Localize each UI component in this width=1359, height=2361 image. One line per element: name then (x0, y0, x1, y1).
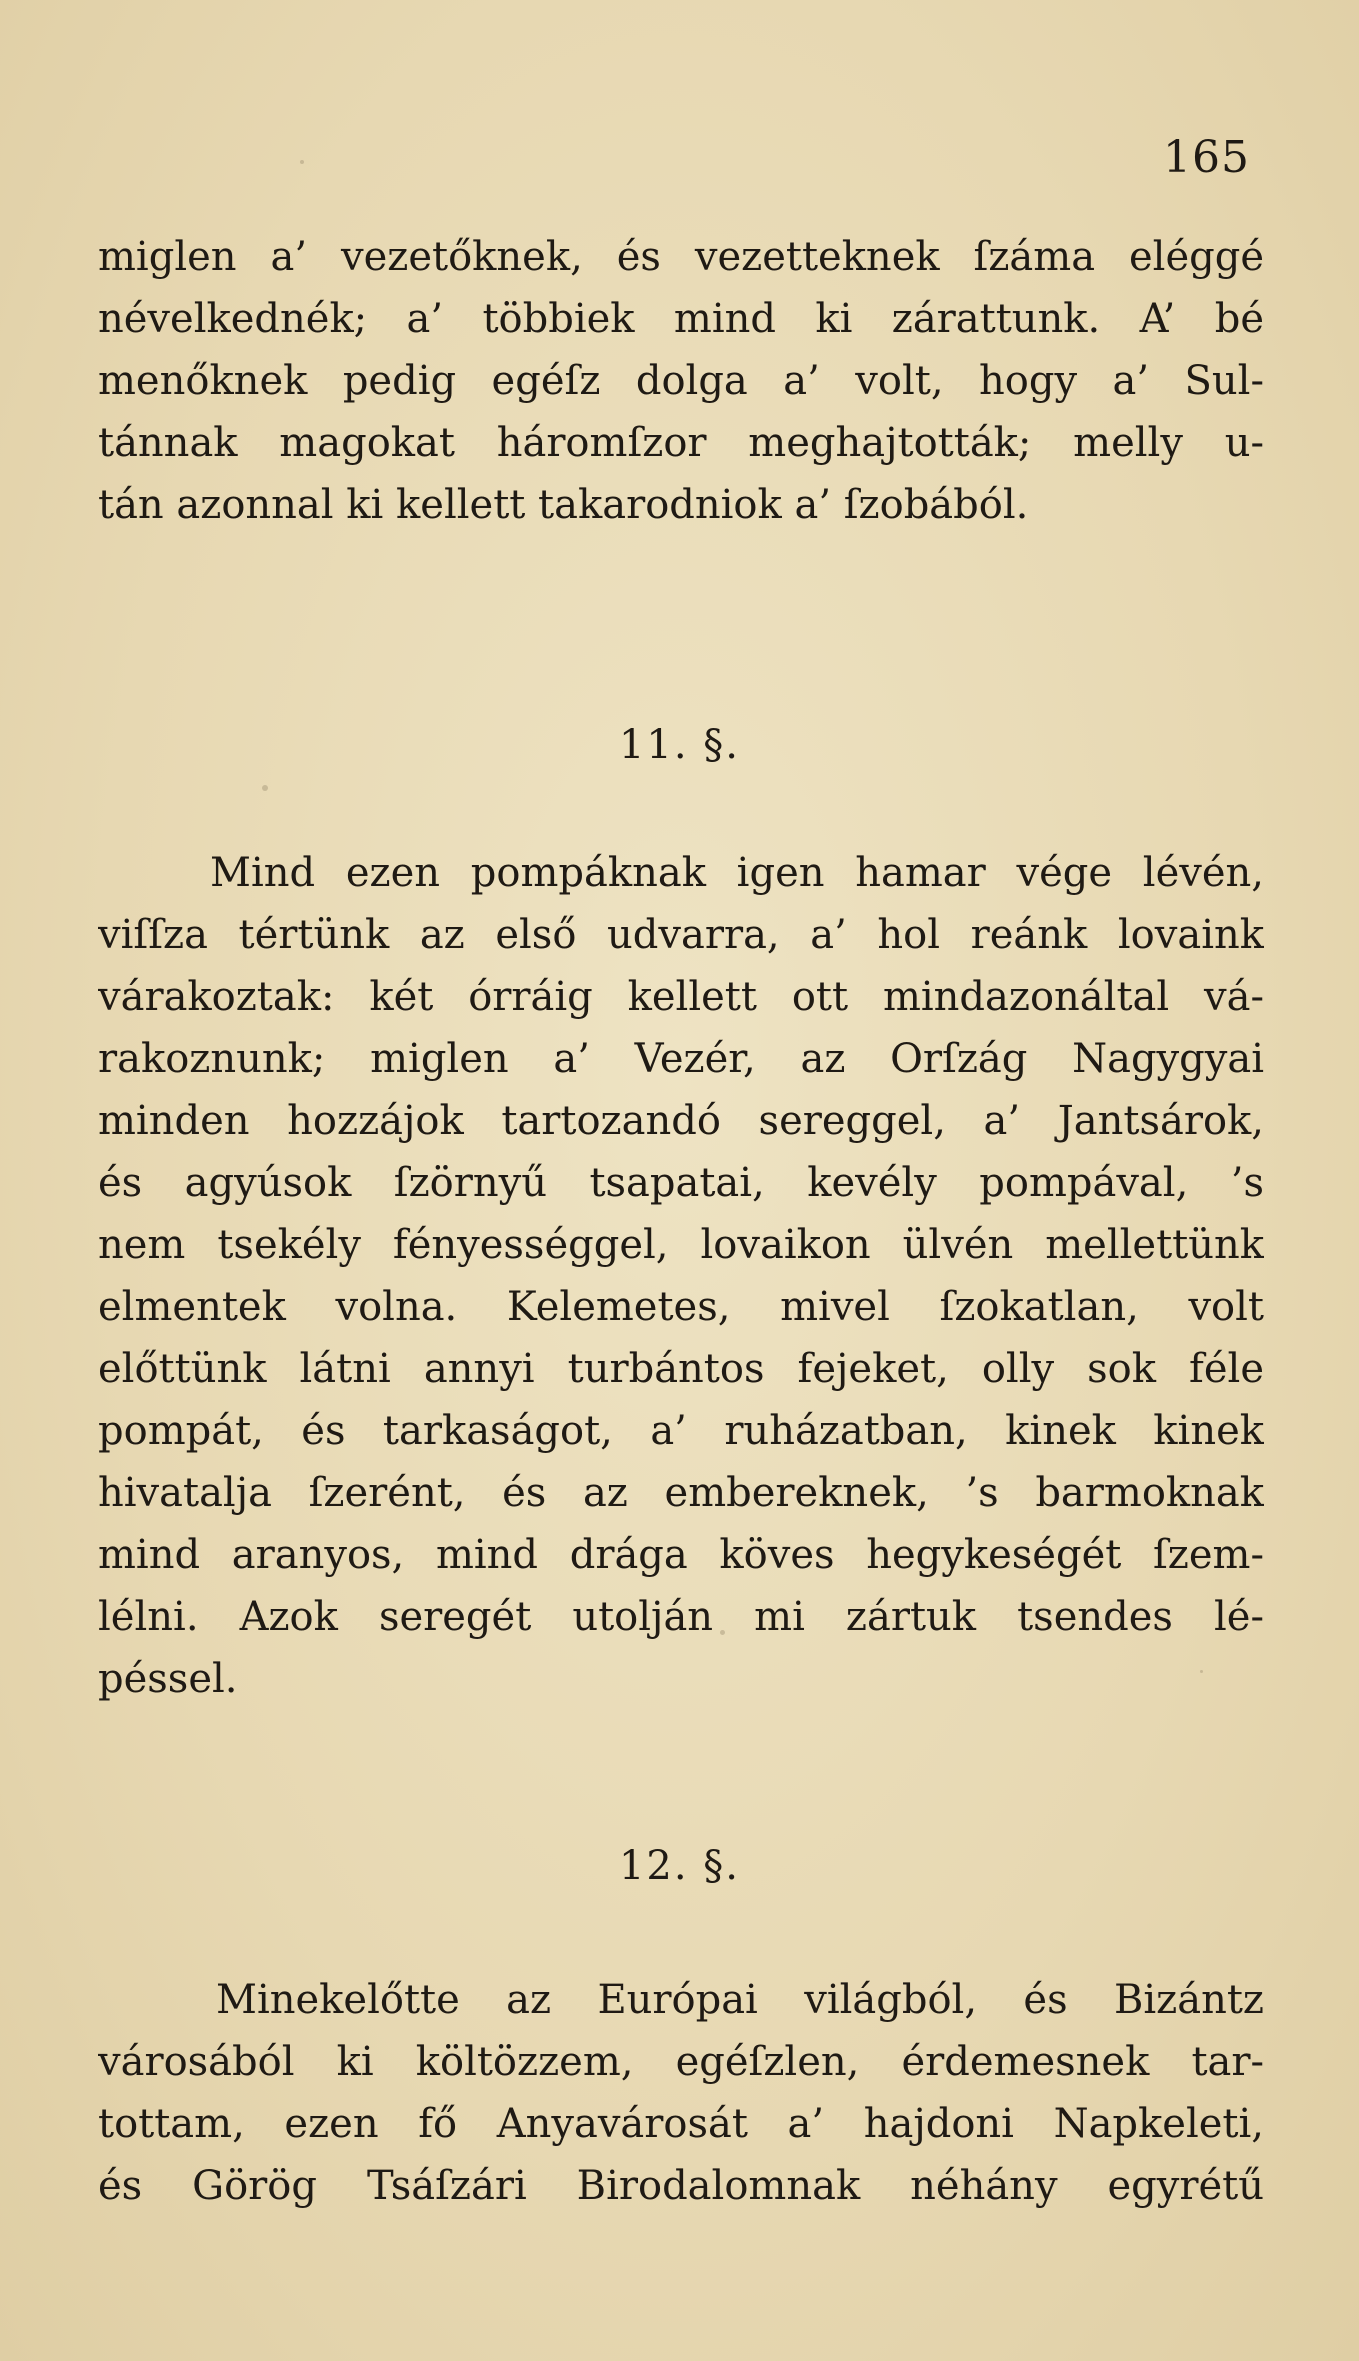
text-line: hivatalja ſzerént, és az embereknek, ’s barmoknak (98, 1470, 1264, 1516)
text-line: Minekelőtte az Európai világból, és Bizántz (216, 1977, 1264, 2023)
text-line: nem tsekély fényességgel, lovaikon ülvén mellettünk (98, 1222, 1264, 1268)
text-line: rakoznunk; miglen a’ Vezér, az Orſzág Nagygyai (98, 1036, 1264, 1082)
paragraph-1 (98, 226, 1264, 536)
text-line: városából ki költözzem, egéſzlen, érdemesnek tar- (98, 2039, 1264, 2085)
paper-speck (262, 785, 268, 791)
page-number: 165 (1163, 132, 1250, 183)
text-line: minden hozzájok tartozandó sereggel, a’ Jantsárok, (98, 1098, 1264, 1144)
text-line: várakoztak: két órráig kellett ott mindazonáltal vá- (98, 974, 1264, 1020)
paragraph-3 (98, 1969, 1264, 2217)
text-line: tán azonnal ki kellett takarodniok a’ ſzobából. (98, 482, 1029, 528)
section-heading-11: 11. §. (618, 722, 741, 768)
text-line: Mind ezen pompáknak igen hamar vége lévén, (210, 850, 1264, 896)
text-line: tánnak magokat háromſzor meghajtották; melly u- (98, 420, 1264, 466)
text-line: és Görög Tsáſzári Birodalomnak néhány egyrétű (98, 2163, 1264, 2209)
text-line: névelkednék; a’ többiek mind ki zárattunk. A’ bé (98, 296, 1264, 342)
text-line: tottam, ezen fő Anyavárosát a’ hajdoni Napkeleti, (98, 2101, 1264, 2147)
text-line: előttünk látni annyi turbántos fejeket, olly sok féle (98, 1346, 1264, 1392)
text-line: és agyúsok ſzörnyű tsapatai, kevély pompával, ’s (98, 1160, 1264, 1206)
text-line: mind aranyos, mind drága köves hegykeségét ſzem- (98, 1532, 1264, 1578)
text-line: menőknek pedig egéſz dolga a’ volt, hogy a’ Sul- (98, 358, 1264, 404)
text-line: lélni. Azok seregét utolján mi zártuk tsendes lé- (98, 1594, 1264, 1640)
paper-speck (300, 160, 304, 164)
text-line: miglen a’ vezetőknek, és vezetteknek ſzáma eléggé (98, 234, 1264, 280)
text-line: péssel. (98, 1656, 238, 1702)
section-heading-12: 12. §. (618, 1843, 741, 1889)
text-line: viſſza tértünk az első udvarra, a’ hol reánk lovaink (98, 912, 1264, 958)
text-line: pompát, és tarkaságot, a’ ruházatban, kinek kinek (98, 1408, 1264, 1454)
paragraph-2 (98, 842, 1264, 1710)
text-line: elmentek volna. Kelemetes, mivel ſzokatlan, volt (98, 1284, 1264, 1330)
